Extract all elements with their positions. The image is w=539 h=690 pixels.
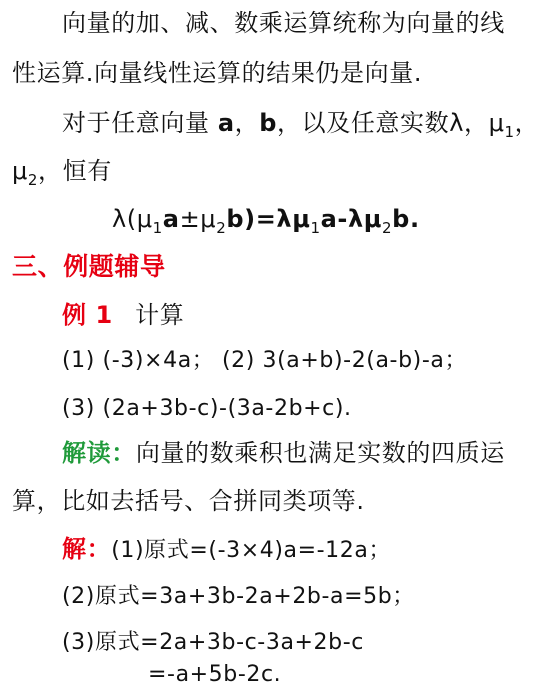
mu-subscript-2: 2: [27, 171, 39, 189]
intro-text-4: ，恒有: [38, 157, 112, 185]
reading-line-2: [12, 486, 365, 516]
formula-part-3: ±μ: [179, 205, 217, 233]
vector-b: b: [259, 109, 278, 137]
section-heading-text: 三、例题辅导: [12, 252, 166, 281]
solution-label: 解：: [62, 535, 112, 563]
reading-text-1: 向量的数乘积也满足实数的四质运: [135, 439, 505, 467]
formula-sub-4: 2: [382, 219, 393, 237]
question-line-2: [62, 394, 352, 424]
question-3: (3) (2a+3b-c)-(3a-2b+c).: [62, 396, 352, 421]
intro-text-3c: ，: [514, 109, 539, 137]
section-heading: [12, 252, 166, 282]
formula-sub-2: 2: [216, 219, 227, 237]
mu-symbol-2: μ: [12, 157, 28, 185]
solution-3: (3)原式=2a+3b-c-3a+2b-c: [62, 630, 364, 655]
intro-line-4: [12, 156, 112, 195]
solution-1: (1)原式=(-3×4)a=-12a；: [111, 538, 392, 563]
intro-line-2: [12, 58, 422, 88]
intro-text-3a: 对于任意向量: [62, 109, 210, 137]
solution-2: (2)原式=3a+3b-2a+2b-a=5b；: [62, 584, 415, 609]
intro-text-2: 性运算.向量线性运算的结果仍是向量.: [12, 59, 423, 87]
comma-1: ，: [234, 109, 260, 137]
formula-line: [112, 204, 420, 243]
intro-line-3: [62, 108, 539, 147]
reading-text-2: 算，比如去括号、合拼同类项等.: [12, 487, 365, 515]
formula-part-2: a: [162, 205, 180, 233]
vector-a: a: [217, 109, 235, 137]
question-1-2: (1) (-3)×4a； (2) 3(a+b)-2(a-b)-a；: [62, 348, 468, 373]
example-title: 计算: [135, 301, 185, 329]
intro-text-1: 向量的加、减、数乘运算统称为向量的线: [62, 9, 505, 37]
solution-line-2: [62, 582, 415, 612]
formula-sub-1: 1: [152, 219, 163, 237]
formula-part-4: b)=λμ: [226, 205, 311, 233]
solution-line-3: [62, 628, 364, 658]
formula-part-1: λ(μ: [112, 205, 153, 233]
example-label: 例 1: [62, 301, 113, 329]
formula-part-6: b.: [392, 205, 420, 233]
question-line-1: [62, 346, 467, 376]
solution-line-1: [62, 534, 391, 566]
intro-line-1: [62, 8, 505, 38]
formula-sub-3: 1: [310, 219, 321, 237]
reading-label: 解读：: [62, 439, 136, 467]
example-title-line: [62, 300, 184, 330]
solution-line-4: [148, 660, 281, 690]
formula-part-5: a-λμ: [320, 205, 383, 233]
mu-subscript-1: 1: [504, 123, 515, 141]
solution-4: =-a+5b-2c.: [148, 662, 282, 687]
intro-text-3b: ，以及任意实数λ，μ: [277, 109, 505, 137]
reading-line-1: [62, 438, 505, 468]
